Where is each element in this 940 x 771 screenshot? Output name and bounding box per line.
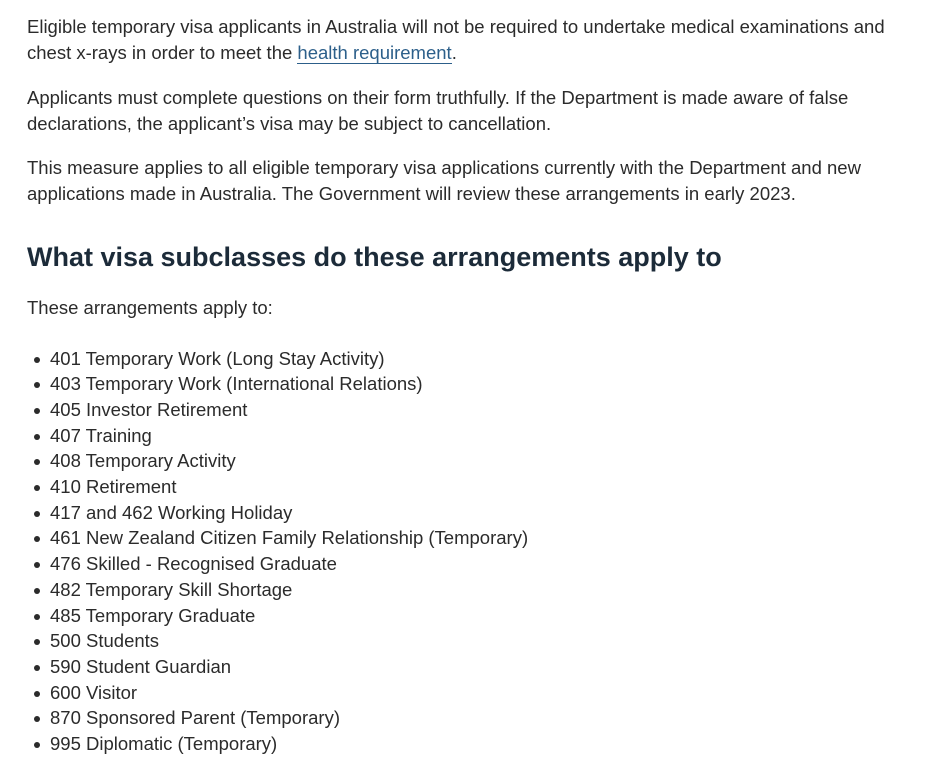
paragraph-declarations: Applicants must complete questions on their form truthfully. If the Department is made aware of false declarations, the applicant’s visa may be subject to cancellation. — [27, 87, 849, 134]
list-item: 417 and 462 Working Holiday — [27, 500, 917, 526]
list-item: 870 Sponsored Parent (Temporary) — [27, 705, 917, 731]
list-item: 600 Visitor — [27, 680, 917, 706]
visa-subclass-list — [27, 346, 917, 757]
list-item: 482 Temporary Skill Shortage — [27, 577, 917, 603]
list-item: 401 Temporary Work (Long Stay Activity) — [27, 346, 917, 372]
list-item: 500 Students — [27, 628, 917, 654]
health-requirement-link[interactable]: health requirement — [297, 41, 452, 63]
section-heading: What visa subclasses do these arrangements apply to — [27, 242, 722, 272]
list-item: 408 Temporary Activity — [27, 448, 917, 474]
paragraph-health-requirement — [27, 14, 917, 65]
paragraph-text: . — [451, 41, 457, 63]
paragraph-text: Eligible temporary visa applicants in Australia will not be required to undertake medical examinations and chest x-rays in order to meet the — [27, 16, 885, 63]
section-intro: These arrangements apply to: — [27, 297, 273, 318]
list-item: 405 Investor Retirement — [27, 397, 917, 423]
list-item: 403 Temporary Work (International Relations) — [27, 371, 917, 397]
list-item: 995 Diplomatic (Temporary) — [27, 731, 917, 757]
list-item: 407 Training — [27, 423, 917, 449]
list-item: 461 New Zealand Citizen Family Relationship (Temporary) — [27, 525, 917, 551]
list-item: 485 Temporary Graduate — [27, 603, 917, 629]
paragraph-measure: This measure applies to all eligible temporary visa applications currently with the Department and new applications made in Australia. The Government will review these arrangements in early 2023. — [27, 157, 861, 204]
list-item: 410 Retirement — [27, 474, 917, 500]
list-item: 476 Skilled - Recognised Graduate — [27, 551, 917, 577]
list-item: 590 Student Guardian — [27, 654, 917, 680]
